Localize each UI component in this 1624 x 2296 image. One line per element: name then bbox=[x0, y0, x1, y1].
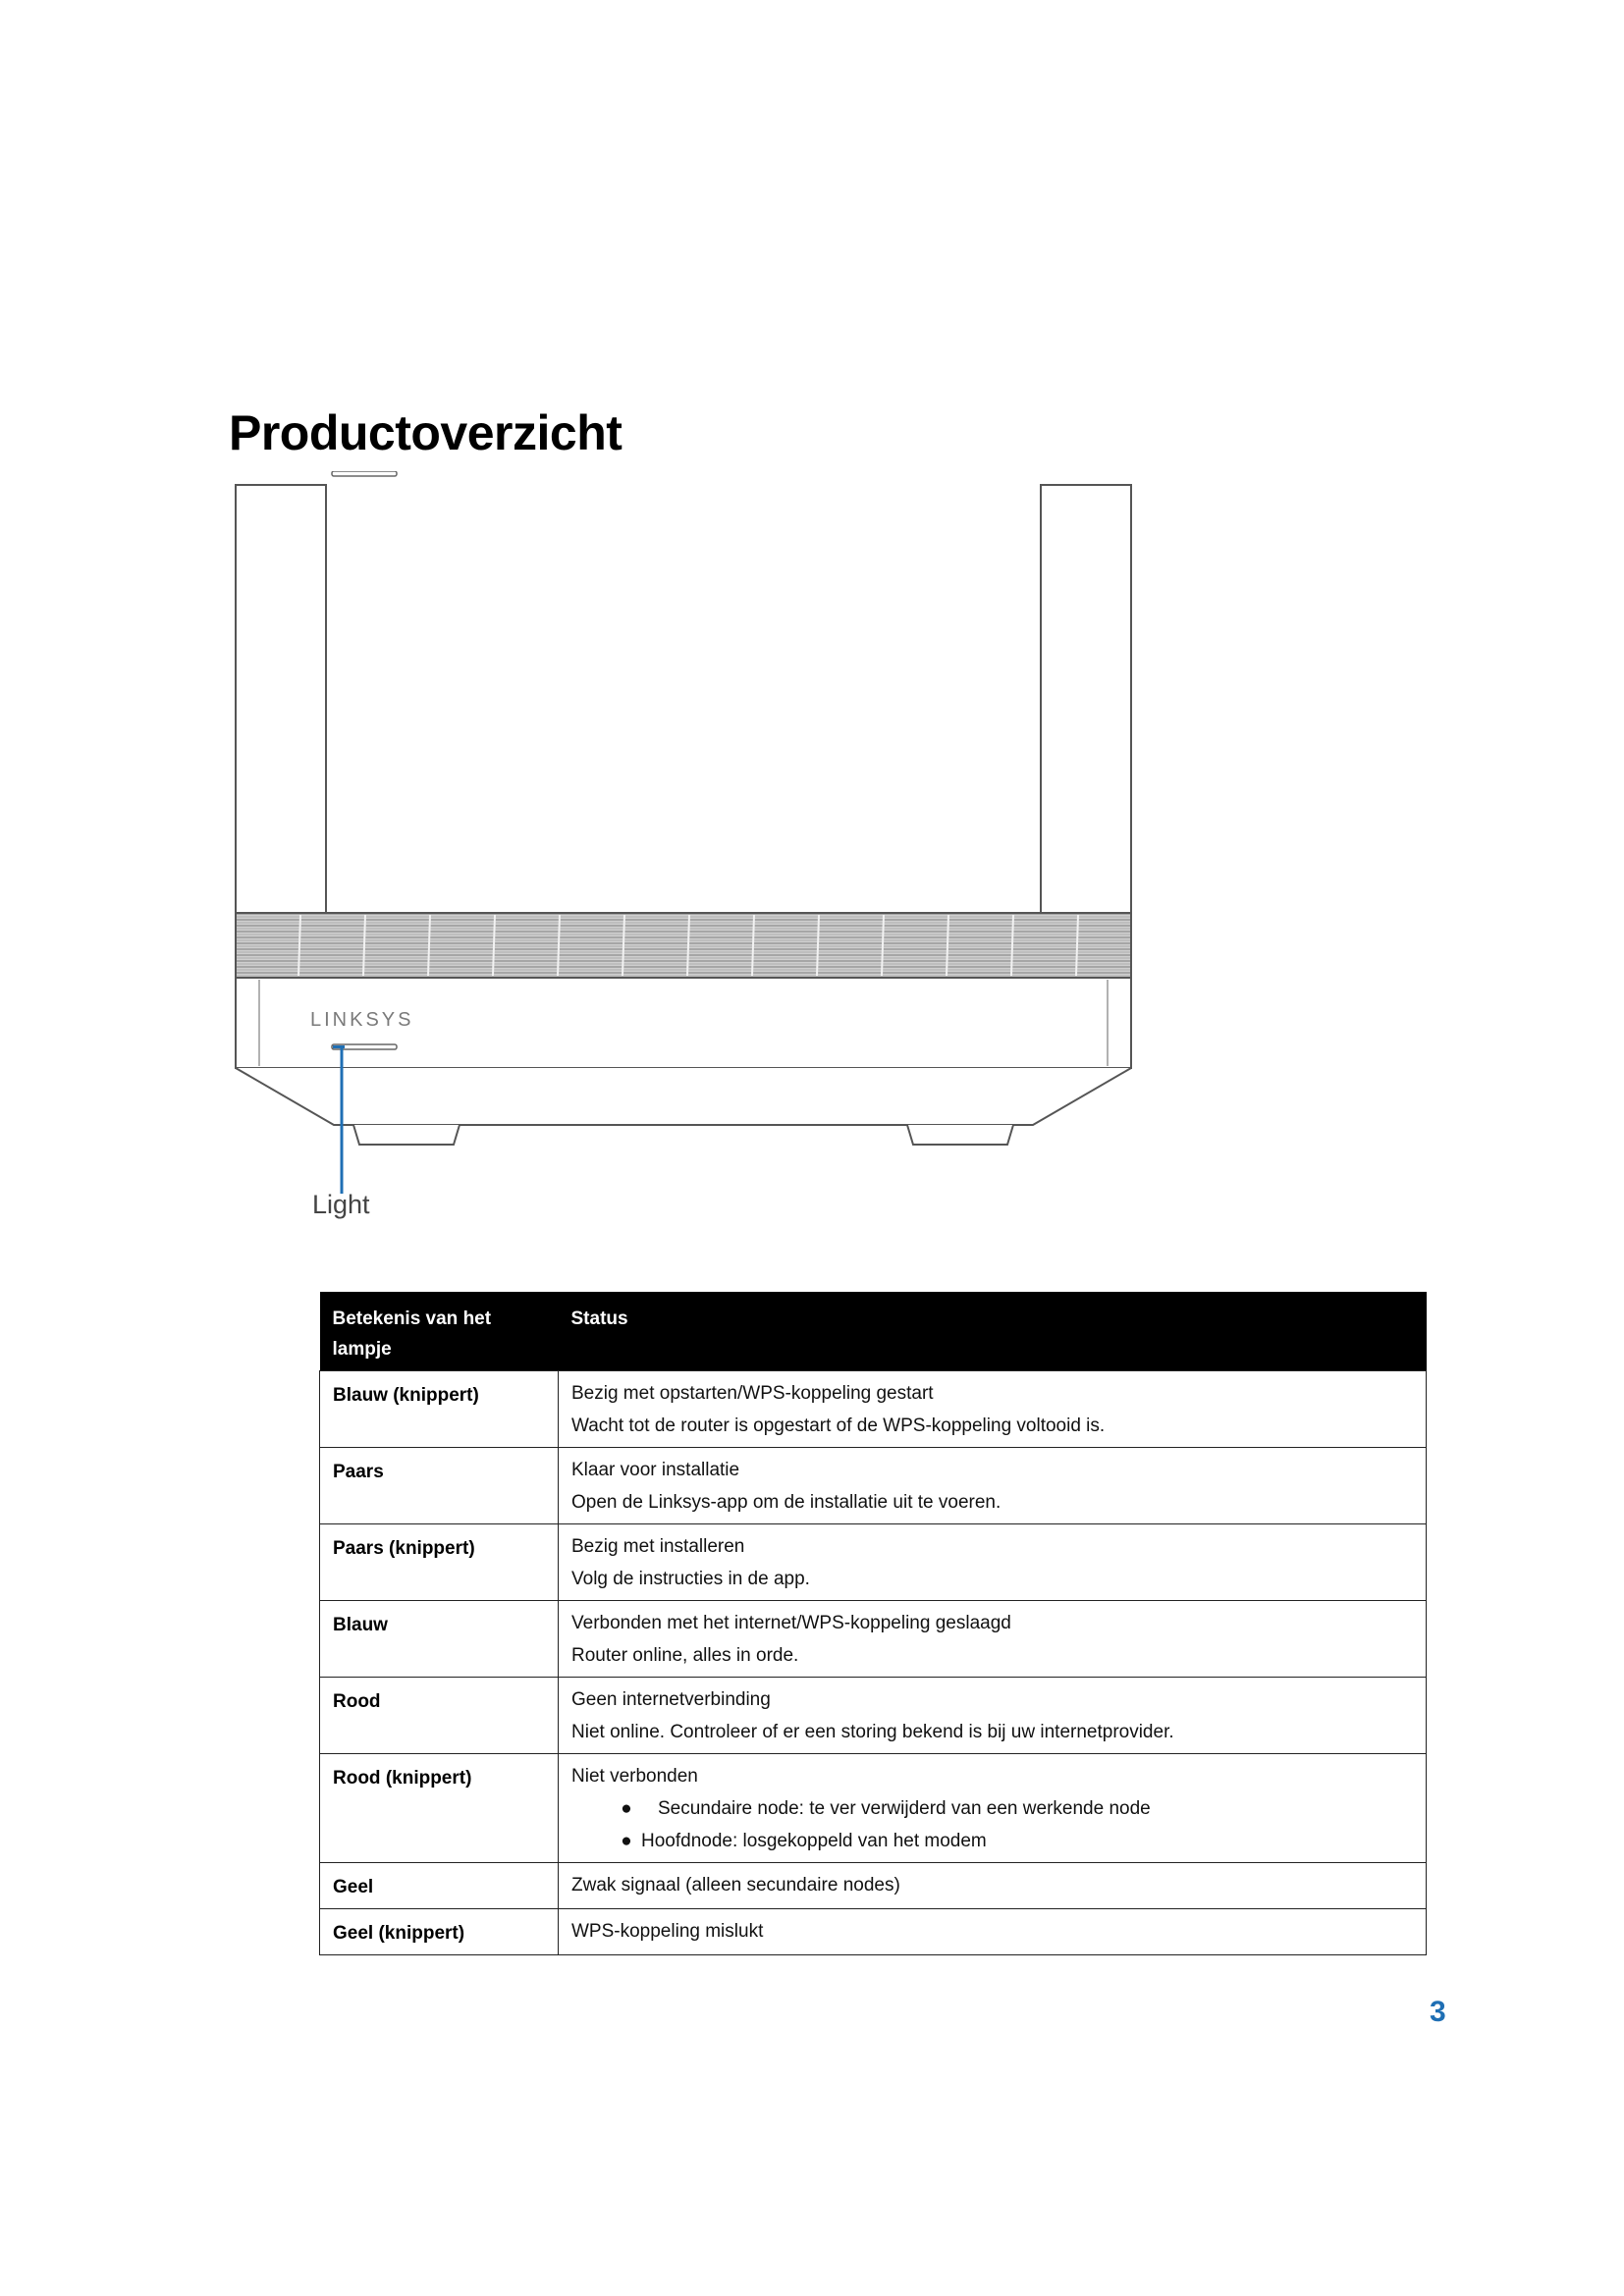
light-callout-label: Light bbox=[312, 1190, 370, 1219]
table-row bbox=[320, 1371, 1427, 1448]
left-foot bbox=[353, 1125, 460, 1145]
status-cell bbox=[559, 1678, 1427, 1754]
status-line: Niet online. Controleer of er een storing bekend is bij uw internetprovider. bbox=[571, 1722, 1174, 1742]
status-cell bbox=[559, 1601, 1427, 1678]
header-status: Status bbox=[559, 1292, 1427, 1371]
table-header-row bbox=[320, 1292, 1427, 1371]
page-title: Productoverzicht bbox=[229, 405, 623, 460]
status-cell bbox=[559, 1524, 1427, 1601]
vent-grille bbox=[236, 913, 1131, 978]
light-color: Paars (knippert) bbox=[320, 1524, 559, 1601]
status-line: Klaar voor installatie bbox=[571, 1460, 740, 1480]
status-cell bbox=[559, 1754, 1427, 1863]
table-row bbox=[320, 1863, 1427, 1909]
router-illustration bbox=[226, 471, 1139, 1247]
status-line: Router online, alles in orde. bbox=[571, 1645, 799, 1666]
status-cell bbox=[559, 1909, 1427, 1955]
status-line: Volg de instructies in de app. bbox=[571, 1569, 810, 1589]
table-row bbox=[320, 1754, 1427, 1863]
left-antenna bbox=[236, 485, 326, 913]
list-item: ● Secundaire node: te ver verwijderd van een werkende node bbox=[616, 1792, 1413, 1825]
table-row bbox=[320, 1678, 1427, 1754]
status-line: Bezig met installeren bbox=[571, 1536, 745, 1557]
light-color: Paars bbox=[320, 1448, 559, 1524]
header-light-meaning: Betekenis van het lampje bbox=[320, 1292, 559, 1371]
table-row bbox=[320, 1524, 1427, 1601]
light-color: Geel bbox=[320, 1863, 559, 1909]
bullet-icon: ● bbox=[621, 1831, 632, 1851]
right-antenna bbox=[1041, 485, 1131, 913]
light-color: Rood bbox=[320, 1678, 559, 1754]
light-color: Blauw (knippert) bbox=[320, 1371, 559, 1448]
status-cell bbox=[559, 1371, 1427, 1448]
table-row bbox=[320, 1909, 1427, 1955]
led-status-table bbox=[319, 1292, 1427, 1955]
status-line: Geen internetverbinding bbox=[571, 1689, 771, 1710]
status-line: Verbonden met het internet/WPS-koppeling geslaagd bbox=[571, 1613, 1011, 1633]
linksys-logo: LINKSYS bbox=[310, 1009, 414, 1031]
bullet-icon: ● bbox=[621, 1798, 632, 1819]
page-number: 3 bbox=[1430, 1996, 1446, 2028]
status-line: Bezig met opstarten/WPS-koppeling gestart bbox=[571, 1383, 934, 1404]
status-line: Zwak signaal (alleen secundaire nodes) bbox=[571, 1875, 900, 1896]
status-cell bbox=[559, 1448, 1427, 1524]
status-line: Open de Linksys-app om de installatie uit te voeren. bbox=[571, 1492, 1001, 1513]
status-line: Wacht tot de router is opgestart of de WPS-koppeling voltooid is. bbox=[571, 1415, 1106, 1436]
status-line: Niet verbonden bbox=[571, 1766, 698, 1787]
list-item: ● Hoofdnode: losgekoppeld van het modem bbox=[616, 1825, 1413, 1857]
status-line: WPS-koppeling mislukt bbox=[571, 1921, 764, 1942]
status-cell bbox=[559, 1863, 1427, 1909]
table-row bbox=[320, 1601, 1427, 1678]
light-color: Rood (knippert) bbox=[320, 1754, 559, 1863]
table-row bbox=[320, 1448, 1427, 1524]
status-bullet-list bbox=[571, 1792, 1413, 1857]
right-foot bbox=[907, 1125, 1013, 1145]
light-color: Geel (knippert) bbox=[320, 1909, 559, 1955]
light-color: Blauw bbox=[320, 1601, 559, 1678]
